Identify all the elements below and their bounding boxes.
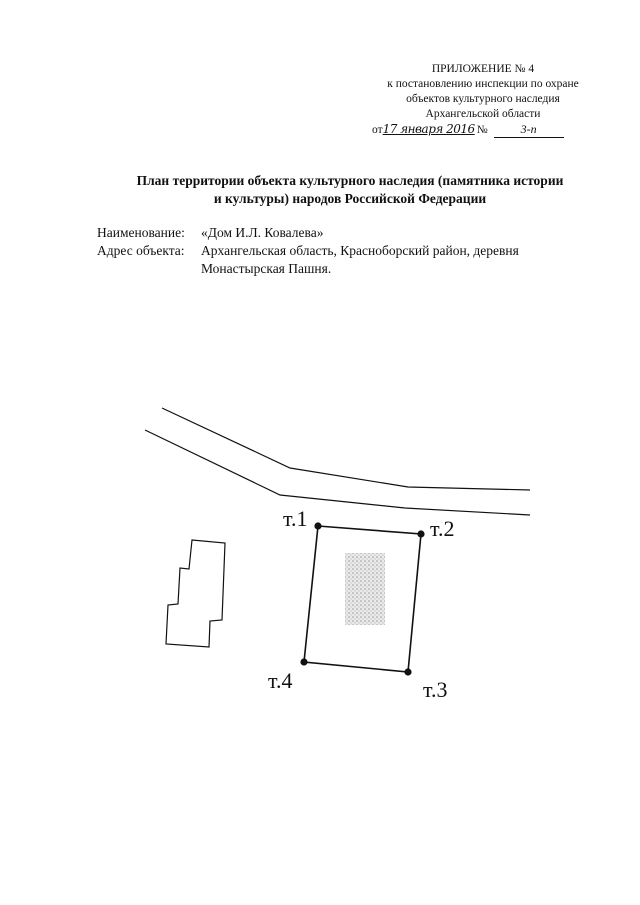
number-sign: № xyxy=(476,124,488,136)
point-1-marker xyxy=(314,522,321,529)
object-name-label: Наименование: xyxy=(97,225,185,240)
page-title-line1: План территории объекта культурного наследия (памятника истории xyxy=(136,173,564,188)
point-2-label: т.2 xyxy=(430,516,455,541)
point-3-label: т.3 xyxy=(423,677,448,702)
road-edge-lower xyxy=(145,430,530,515)
date-prefix: от xyxy=(372,124,383,136)
point-2-marker xyxy=(417,530,424,537)
page-title-line2: и культуры) народов Российской Федерации xyxy=(213,191,487,206)
point-4-label: т.4 xyxy=(268,668,293,693)
point-4-marker xyxy=(300,658,307,665)
point-3-marker xyxy=(404,668,411,675)
object-name-value: «Дом И.Л. Ковалева» xyxy=(201,225,324,240)
object-address-label: Адрес объекта: xyxy=(97,243,185,258)
handwritten-date: 17 января 2016 xyxy=(382,122,475,136)
point-1-label: т.1 xyxy=(283,506,308,531)
address-line1: Архангельская область, Красноборский район, деревня xyxy=(201,243,519,258)
road-edge-upper xyxy=(162,408,530,490)
neighbor-building-outline xyxy=(166,540,225,647)
document-number: 3-п xyxy=(494,122,564,138)
address-line2: Монастырская Пашня. xyxy=(201,261,332,276)
monument-building xyxy=(345,553,385,625)
appendix-line-region: Архангельской области xyxy=(425,108,541,120)
appendix-line-objects: объектов культурного наследия xyxy=(406,93,560,105)
appendix-title: ПРИЛОЖЕНИЕ № 4 xyxy=(431,63,535,75)
appendix-line-decree: к постановлению инспекции по охране xyxy=(387,78,579,90)
